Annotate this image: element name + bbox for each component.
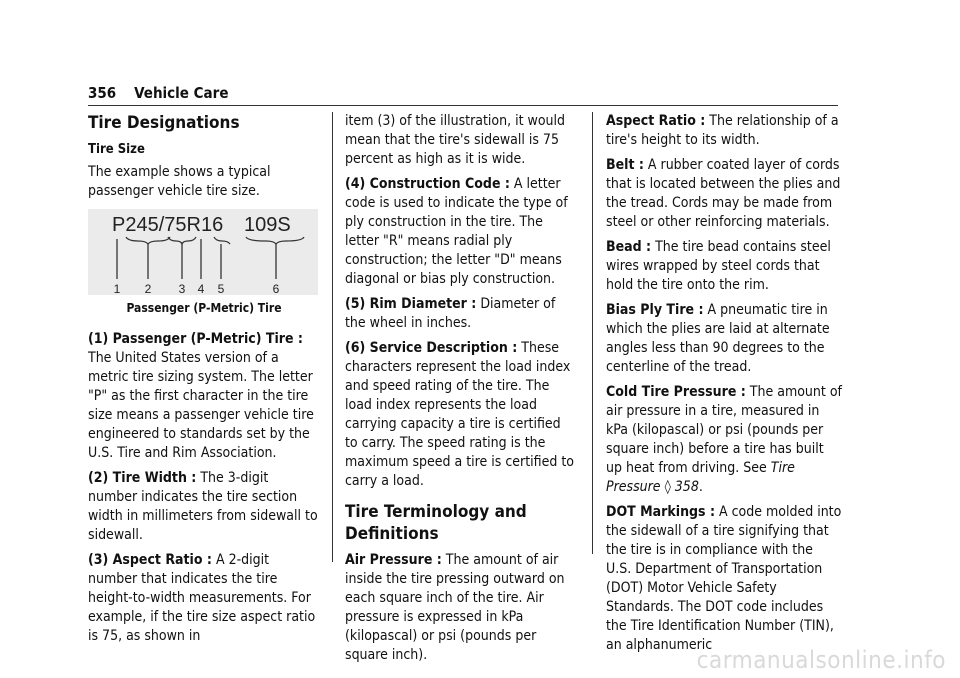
term: (5) Rim Diameter : — [345, 296, 477, 312]
section-title: Vehicle Care — [134, 84, 229, 102]
heading-tire-terminology: Tire Terminology and Definitions — [345, 502, 527, 544]
entry-rim-diameter — [345, 295, 577, 333]
header-rule — [88, 105, 838, 106]
continued-paragraph: item (3) of the illustration, it would mean that the tire's sidewall is 75 percent as high as it is wide. — [345, 113, 566, 167]
definition: A letter code is used to indicate the type of ply construction in the tire. The letter "R" means radial ply construction; the letter "D" means diagonal or bias ply construction. — [345, 176, 568, 287]
tire-code-right: 109S — [244, 214, 291, 236]
term: Air Pressure : — [345, 552, 442, 568]
definition: These characters represent the load index and speed rating of the tire. The load index represents the load carrying capacity a tire is certified to carry. The speed rating is the maximum speed a tire is certified to carry a load. — [345, 340, 574, 489]
entry-tire-width — [88, 469, 320, 545]
entry-dot-markings — [606, 503, 842, 655]
column-1 — [88, 112, 320, 652]
entry-service-description — [345, 339, 577, 491]
entry-construction-code — [345, 175, 577, 289]
subheading-tire-size: Tire Size — [88, 142, 145, 157]
term: (2) Tire Width : — [88, 470, 197, 486]
callout-4: 4 — [197, 282, 205, 295]
page-header — [88, 84, 228, 102]
intro-paragraph: The example shows a typical passenger vehicle tire size. — [88, 164, 271, 199]
definition: The relationship of a tire's height to its width. — [606, 113, 839, 148]
tire-size-illustration — [88, 209, 318, 295]
term: Cold Tire Pressure : — [606, 384, 746, 400]
entry-bias-ply-tire — [606, 301, 842, 377]
tire-size-diagram — [88, 209, 318, 295]
page-number: 356 — [88, 84, 117, 102]
definition: The United States version of a metric tire sizing system. The letter "P" as the first character in the tire size means a passenger vehicle tire engineered to standards set by the U.S. Tire and Rim Association. — [88, 350, 314, 461]
term: Belt : — [606, 157, 644, 173]
column-divider-1 — [332, 112, 333, 562]
period: . — [698, 479, 703, 495]
callout-1: 1 — [113, 282, 121, 295]
definition: A pneumatic tire in which the plies are laid at alternate angles less than 90 degrees to the centerline of the tread. — [606, 302, 830, 375]
callout-6: 6 — [272, 282, 280, 295]
definition: The amount of air pressure in a tire, measured in kPa (kilopascal) or psi (pounds per square inch) before a tire has built up heat from driving. See — [606, 384, 842, 476]
term: Bead : — [606, 239, 652, 255]
term: DOT Markings : — [606, 504, 715, 520]
definition: The amount of air inside the tire pressing outward on each square inch of the tire. Air pressure is expressed in kPa (kilopascal) or psi (pounds per square inch). — [345, 552, 565, 663]
definition: A rubber coated layer of cords that is located between the plies and the tread. Cords may be made from steel or other reinforcing materials. — [606, 157, 841, 230]
definition: The tire bead contains steel wires wrapped by steel cords that hold the tire onto the rim. — [606, 239, 831, 293]
heading-tire-designations: Tire Designations — [88, 113, 240, 133]
callout-2: 2 — [144, 282, 152, 295]
term: Bias Ply Tire : — [606, 302, 704, 318]
term: (6) Service Description : — [345, 340, 518, 356]
tire-code-left: P245/75R16 — [112, 214, 224, 236]
definition: A 2-digit number that indicates the tire height-to-width measurements. For example, if the tire size aspect ratio is 75, as shown in — [88, 552, 316, 644]
entry-air-pressure — [345, 551, 577, 665]
page-reference[interactable]: 358 — [674, 479, 699, 495]
definition: A code molded into the sidewall of a tire signifying that the tire is in compliance with the U.S. Department of Transportation (DOT) Motor Vehicle Safety Standards. The DOT code includes the Tire Identification Number (TIN), an alphanumeric — [606, 504, 842, 653]
bracket-lines — [117, 237, 304, 279]
callout-5: 5 — [217, 282, 225, 295]
entry-bead — [606, 238, 842, 295]
column-divider-2 — [592, 112, 593, 554]
tire-pressure-link[interactable]: Tire Pressure — [606, 460, 795, 495]
term: Aspect Ratio : — [606, 113, 706, 129]
column-2 — [345, 112, 577, 671]
entry-cold-tire-pressure — [606, 383, 842, 497]
entry-aspect-ratio — [88, 551, 320, 646]
term: (4) Construction Code : — [345, 176, 510, 192]
definition: Diameter of the wheel in inches. — [345, 296, 556, 331]
entry-belt — [606, 156, 842, 232]
page-reference-icon: ◊ — [664, 479, 671, 495]
entry-passenger-tire — [88, 330, 320, 463]
term: (1) Passenger (P-Metric) Tire : — [88, 331, 303, 347]
term: (3) Aspect Ratio : — [88, 552, 212, 568]
figure-caption: Passenger (P-Metric) Tire — [126, 301, 282, 315]
definition: The 3-digit number indicates the tire section width in millimeters from sidewall to sidewall. — [88, 470, 318, 543]
callout-3: 3 — [178, 282, 186, 295]
entry-aspect-ratio-def — [606, 112, 842, 150]
watermark: carmanualsonline.info — [696, 646, 946, 674]
column-3 — [606, 112, 842, 661]
